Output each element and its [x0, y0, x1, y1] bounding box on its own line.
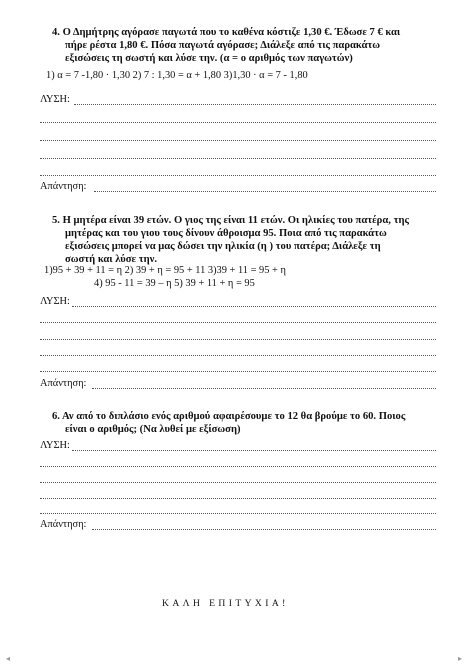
q6-solution-label: ΛΥΣΗ:: [40, 440, 70, 451]
q4-dotted-line: [74, 104, 436, 105]
q4-dotted-line: [40, 122, 436, 123]
q6-line-2: είναι ο αριθμός; (Να λυθεί με εξίσωση): [65, 424, 241, 435]
q5-answer-label: Απάντηση:: [40, 378, 87, 389]
q5-line-2: μητέρας και του γιου τους δίνουν άθροισμα 95. Ποια από τις παρακάτω: [65, 228, 387, 239]
q4-dotted-line: [40, 158, 436, 159]
q4-options: 1) α = 7 -1,80 · 1,30 2) 7 : 1,30 = α + 1,80 3)1,30 · α = 7 - 1,80: [46, 70, 308, 81]
left-arrow-icon: ◂: [6, 654, 11, 663]
q4-line-3: εξισώσεις τη σωστή και λύσε την. (α = ο αριθμός των παγωτών): [65, 53, 353, 64]
q6-dotted-line: [40, 482, 436, 483]
q5-line-4: σωστή και λύσε την.: [65, 254, 158, 265]
q4-line-1: 4. Ο Δημήτρης αγόρασε παγωτά που το καθένα κόστιζε 1,30 €. Έδωσε 7 € και: [52, 27, 401, 38]
q4-answer-line: [94, 191, 436, 192]
q4-dotted-line: [40, 175, 436, 176]
q5-dotted-line: [40, 371, 436, 372]
q4-answer-label: Απάντηση:: [40, 181, 87, 192]
q6-answer-line: [92, 529, 436, 530]
q6-dotted-line: [40, 498, 436, 499]
q5-dotted-line: [40, 322, 436, 323]
q6-line-1: 6. Αν από το διπλάσιο ενός αριθμού αφαιρέσουμε το 12 θα βρούμε το 60. Ποιος: [52, 411, 406, 422]
q6-dotted-line: [40, 466, 436, 467]
q5-dotted-line: [40, 339, 436, 340]
q5-dotted-line: [72, 306, 436, 307]
q5-dotted-line: [40, 355, 436, 356]
q4-solution-label: ΛΥΣΗ:: [40, 94, 70, 105]
q5-options-row-1: 1)95 + 39 + 11 = η 2) 39 + η = 95 + 11 3)39 + 11 = 95 + η: [44, 265, 286, 276]
q6-answer-label: Απάντηση:: [40, 519, 87, 530]
q5-line-1: 5. Η μητέρα είναι 39 ετών. Ο γιος της είναι 11 ετών. Οι ηλικίες του πατέρα, της: [52, 215, 409, 226]
q5-solution-label: ΛΥΣΗ:: [40, 296, 70, 307]
q5-answer-line: [92, 388, 436, 389]
right-arrow-icon: ▸: [458, 654, 463, 663]
q6-dotted-line: [72, 450, 436, 451]
q4-line-2: πήρε ρέστα 1,80 €. Πόσα παγωτά αγόρασε; Διάλεξε από τις παρακάτω: [65, 40, 381, 51]
q4-dotted-line: [40, 140, 436, 141]
q5-options-row-2: 4) 95 - 11 = 39 – η 5) 39 + 11 + η = 95: [94, 278, 255, 289]
footer-good-luck: ΚΑΛΗ ΕΠΙΤΥΧΙΑ!: [162, 598, 289, 609]
q6-dotted-line: [40, 513, 436, 514]
q5-line-3: εξισώσεις μπορεί να μας δώσει την ηλικία (η ) του πατέρα; Διάλεξε τη: [65, 241, 381, 252]
